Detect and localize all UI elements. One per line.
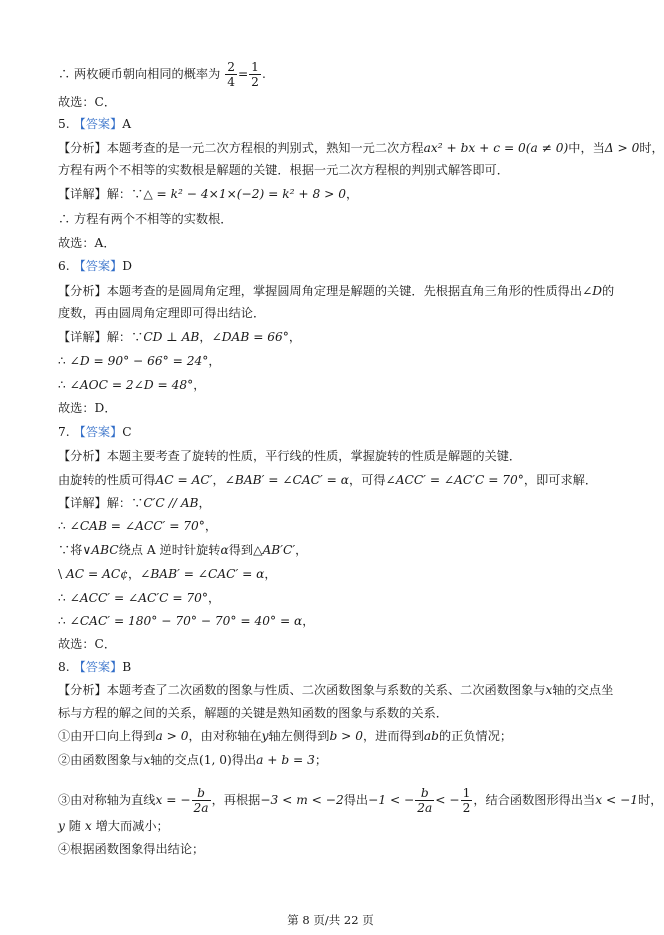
text: ∴: [58, 354, 70, 368]
math: α: [220, 543, 229, 557]
text-line: [58, 786, 663, 815]
fraction: [415, 786, 434, 815]
math: x: [545, 683, 553, 697]
math: y: [261, 729, 269, 743]
text-line: [58, 377, 621, 394]
text-line: [58, 472, 621, 489]
answer-tag: 【答案】: [73, 660, 123, 674]
question-number: 8.: [58, 660, 70, 674]
text: ，由对称轴在: [188, 729, 262, 743]
text-line: [58, 448, 621, 465]
text: 标与方程的解之间的关系，解题的关键是熟知函数的图象与系数的关系．: [58, 706, 448, 720]
text: ，进而得到: [362, 729, 424, 743]
math: x < −1: [595, 793, 639, 807]
text-line: [58, 211, 621, 228]
text: 故选：C．: [58, 637, 117, 651]
text-line: [58, 94, 621, 111]
text: ，: [198, 496, 211, 510]
text-line: [58, 613, 621, 630]
text: ∴: [58, 591, 70, 605]
text: 中，当: [568, 141, 605, 155]
text: ①由开口向上得到: [58, 729, 156, 743]
fraction: [225, 60, 237, 89]
math: x: [143, 753, 151, 767]
text-line: [58, 542, 621, 559]
text-line: [58, 495, 621, 512]
math: CD ⊥ AB: [143, 330, 200, 344]
answer-value: D: [122, 259, 133, 273]
text-line: [58, 818, 621, 835]
math: ab: [423, 729, 439, 743]
text: 【分析】本题考查了二次函数的图象与性质、二次函数图象与系数的关系、二次函数图象与: [58, 683, 546, 697]
text: 度数，再由圆周角定理即可得出结论．: [58, 306, 266, 320]
math: −1 < −: [368, 793, 415, 807]
math: ∠CAB = ∠ACC′ = 70°: [69, 519, 205, 533]
text: ，: [208, 354, 221, 368]
text-line: [58, 566, 621, 583]
math-operator: =: [237, 67, 249, 81]
text: 【详解】解：∵: [58, 330, 144, 344]
text-line: [58, 705, 621, 722]
math: ∨ABC: [82, 543, 119, 557]
question-header: [58, 659, 621, 676]
text: 轴的交点坐: [552, 683, 614, 697]
text: 【分析】本题主要考查了旋转的性质，平行线的性质，掌握旋转的性质是解题的关键．: [58, 449, 522, 463]
question-number: 7.: [58, 425, 70, 439]
text: 时，: [639, 141, 664, 155]
text-line: [58, 60, 621, 89]
text: ，: [345, 187, 359, 201]
text: 得出: [343, 793, 369, 807]
math: (1, 0): [198, 753, 232, 767]
text: 增大而减小；: [95, 819, 169, 833]
math: < −: [435, 793, 460, 807]
denominator: 2a: [193, 801, 209, 815]
text: ，再根据: [211, 793, 261, 807]
denominator: 2: [251, 75, 259, 89]
text: ②由函数图象与: [58, 753, 144, 767]
math: ∠ACC′ = ∠AC′C = 70°: [385, 473, 524, 487]
text: ，: [199, 330, 212, 344]
text: 轴的交点: [150, 753, 199, 767]
text: 【详解】解：∵: [58, 187, 144, 201]
question-header: [58, 258, 621, 275]
text: 的: [602, 284, 615, 298]
text: ，: [204, 519, 218, 533]
math: C′C // AB: [143, 496, 199, 510]
fraction: [461, 786, 473, 815]
denominator: 2: [462, 801, 471, 815]
text-line: [58, 305, 621, 322]
text: 【详解】解：∵: [58, 496, 144, 510]
math: a > 0: [155, 729, 189, 743]
text-line: [58, 841, 621, 858]
page-footer: 第 8 页/共 22 页: [287, 913, 374, 927]
text: ，: [264, 567, 277, 581]
numerator: 1: [251, 60, 259, 74]
text-line: [58, 682, 621, 699]
text-line: [58, 162, 621, 179]
text-line: [58, 518, 621, 535]
text: ，: [302, 614, 315, 628]
text: ③由对称轴为直线: [58, 793, 156, 807]
text: ，即可求解．: [523, 473, 598, 487]
text: 【分析】本题考查的是圆周角定理，掌握圆周角定理是解题的关键．先根据直角三角形的性质得出: [58, 284, 583, 298]
text: ∴ 方程有两个不相等的实数根．: [58, 212, 233, 226]
text: 故选：C．: [58, 95, 117, 109]
math: ∠DAB = 66°: [211, 330, 289, 344]
math: ∠D = 90° − 66° = 24°: [69, 354, 209, 368]
math: Δ > 0: [604, 141, 640, 155]
math: b > 0: [329, 729, 363, 743]
numerator: 2: [227, 60, 235, 74]
text-line: [58, 400, 621, 417]
text: 由旋转的性质可得: [58, 473, 156, 487]
text: ∵将: [58, 543, 83, 557]
text-line: [58, 329, 621, 346]
text: 【分析】本题考查的是一元二次方程根的判别式，熟知一元二次方程: [58, 141, 424, 155]
math: a + b = 3: [256, 753, 315, 767]
text: 得出: [231, 753, 257, 767]
text: 方程有两个不相等的实数根是解题的关键．根据一元二次方程根的判别式解答即可．: [58, 163, 509, 177]
answer-tag: 【答案】: [73, 259, 123, 273]
math: ∠ACC′ = ∠AC′C = 70°: [69, 591, 209, 605]
text-line: [58, 140, 664, 157]
text: ④根据函数图象得出结论；: [58, 842, 205, 856]
math: ∠BAB′ = ∠CAC′ = α: [140, 567, 265, 581]
text: 随: [68, 819, 81, 833]
text: 故选：A．: [58, 236, 116, 250]
fraction: [192, 786, 211, 815]
math: ∠D: [582, 284, 603, 298]
denominator: 2a: [417, 801, 433, 815]
math: AC = AC′: [155, 473, 213, 487]
question-header: [58, 116, 621, 133]
denominator: 4: [227, 75, 235, 89]
text: ，: [295, 543, 308, 557]
math: x = −: [155, 793, 191, 807]
text: 轴左侧得到: [268, 729, 330, 743]
text-line: [58, 186, 621, 203]
text: .: [261, 67, 266, 81]
answer-tag: 【答案】: [73, 117, 123, 131]
math: △ = k² − 4×1×(−2) = k² + 8 > 0: [143, 187, 346, 201]
fraction: [249, 60, 261, 89]
text: ∴: [58, 378, 70, 392]
text: ∴: [58, 519, 70, 533]
text-line: [58, 235, 621, 252]
question-number: 6.: [58, 259, 70, 273]
numerator: b: [192, 786, 211, 801]
text: 故选：D．: [58, 401, 117, 415]
text-line: [58, 590, 621, 607]
text: 绕点 A 逆时针旋转: [118, 543, 221, 557]
numerator: b: [415, 786, 434, 801]
text: 时，: [638, 793, 663, 807]
text: ，可得: [348, 473, 386, 487]
numerator: 1: [462, 786, 471, 800]
text: ，: [288, 330, 302, 344]
text: ，结合函数图形得出当: [473, 793, 596, 807]
text: ，: [212, 473, 225, 487]
math: ax² + bx + c = 0(a ≠ 0): [423, 141, 569, 155]
text-line: [58, 353, 621, 370]
answer-value: A: [122, 117, 132, 131]
math: ∠AOC = 2∠D = 48°: [69, 378, 194, 392]
question-number: 5.: [58, 117, 70, 131]
math: △AB′C′: [253, 543, 296, 557]
answer-value: C: [122, 425, 132, 439]
text: \: [58, 567, 66, 581]
math: −3 < m < −2: [260, 793, 344, 807]
question-header: [58, 424, 621, 441]
answer-value: B: [122, 660, 132, 674]
text: ∴ 两枚硬币朝向相同的概率为: [58, 67, 221, 81]
text-line: [58, 752, 621, 769]
answer-tag: 【答案】: [73, 425, 123, 439]
text-line: [58, 728, 621, 745]
math: y: [58, 819, 65, 833]
text: ；: [314, 753, 328, 767]
math: AC = AC¢: [65, 567, 128, 581]
text-line: [58, 283, 621, 300]
text: ，: [208, 591, 221, 605]
text: ，: [193, 378, 206, 392]
text: 得到: [228, 543, 254, 557]
text: ，: [127, 567, 141, 581]
text: ∴: [58, 614, 70, 628]
text-line: [58, 636, 621, 653]
math: x: [84, 819, 92, 833]
math: ∠BAB′ = ∠CAC′ = α: [224, 473, 349, 487]
text: 的正负情况；: [438, 729, 513, 743]
math: ∠CAC′ = 180° − 70° − 70° = 40° = α: [69, 614, 303, 628]
